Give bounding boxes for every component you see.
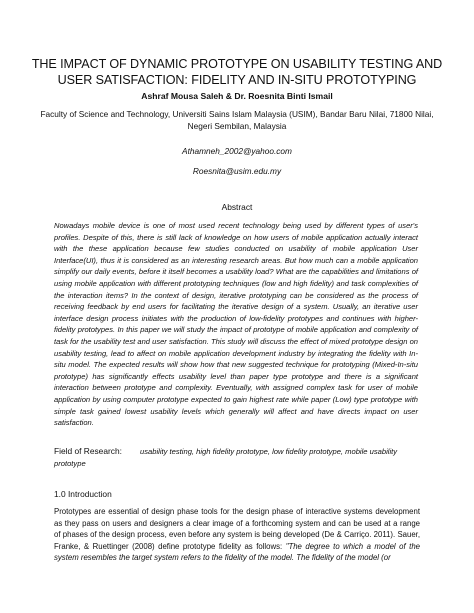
author-email-1: Athamneh_2002@yahoo.com	[182, 146, 292, 156]
author-names: Ashraf Mousa Saleh & Dr. Roesnita Binti Ismail	[141, 91, 333, 101]
author-affiliation: Faculty of Science and Technology, Universiti Sains Islam Malaysia (USIM), Bandar Baru Nilai, 71800 Nilai, Negeri Sembilan, Malaysia	[40, 109, 434, 131]
paper-title: THE IMPACT OF DYNAMIC PROTOTYPE ON USABILITY TESTING AND USER SATISFACTION: FIDELITY AND IN-SITU PROTOTYPING	[31, 57, 443, 87]
introduction-text-plain: Prototypes are essential of design phase tools for the design phase of interactive systems development as they pass on users and designers a clear image of a forthcoming system and can be used at a range of phases of the design process, even before any system is being developed (De & Carriço. 2011). Sauer, Franke, & Ruettinger (2008) define prototype fidelity as follows:	[54, 507, 420, 551]
author-email-2: Roesnita@usim.edu.my	[192, 166, 282, 176]
abstract-text: Nowadays mobile device is one of most used recent technology being used by different types of user's profiles. Despite of this, there is still lack of knowledge on how users of mobile application actually interact with the these application because few studies conducted on usability of mobile application User Interface(UI), thus it is considered as an interesting research areas. But how much can a mobile application simplify our daily events, before it itself becomes a usability load? What are the capabilities and limitations of using mobile application with different prototyping techniques (low and high fidelity) and task complexities of the interaction items? In the context of design, iterative prototyping can be considered as the process of receiving feedback by end users for facilitating the iterative design of a system. Usually, an iterative user interface design process initiates with the production of low-fidelity prototypes and continues with higher-fidelity prototypes. In this paper we will study the impact of prototype of mobile application and complexity of task for the usability test and user satisfaction. This study will discuss the effect of mixed prototype design on usability testing, lead to affect on mobile application development industry by integrating the fidelity with In-situ model. The expected results will show how that new suggested technique for prototyping (Mixed-In-situ prototype) has significantly effects usability level than paper type prototype and there is a significant interaction between prototype and complexity. Eventually, with assigned complex task for user of mobile application by using computer prototype expected to gain highest rate while paper (Low) type prototype with simple task gained lowest usability levels which generally will affect and have directs impact on user satisfaction.	[54, 221, 418, 428]
abstract-heading: Abstract	[221, 202, 253, 212]
introduction-quote: "The degree to which a model of the system resembles the target system refers to the fidelity of the model. The fidelity of the model (or	[54, 541, 420, 563]
field-of-research-label: Field of Research:	[54, 446, 122, 456]
introduction-heading: 1.0 Introduction	[54, 489, 112, 499]
introduction-text	[54, 506, 420, 564]
field-of-research-keywords: usability testing, high fidelity prototype, low fidelity prototype, mobile usability prototype	[54, 447, 398, 468]
